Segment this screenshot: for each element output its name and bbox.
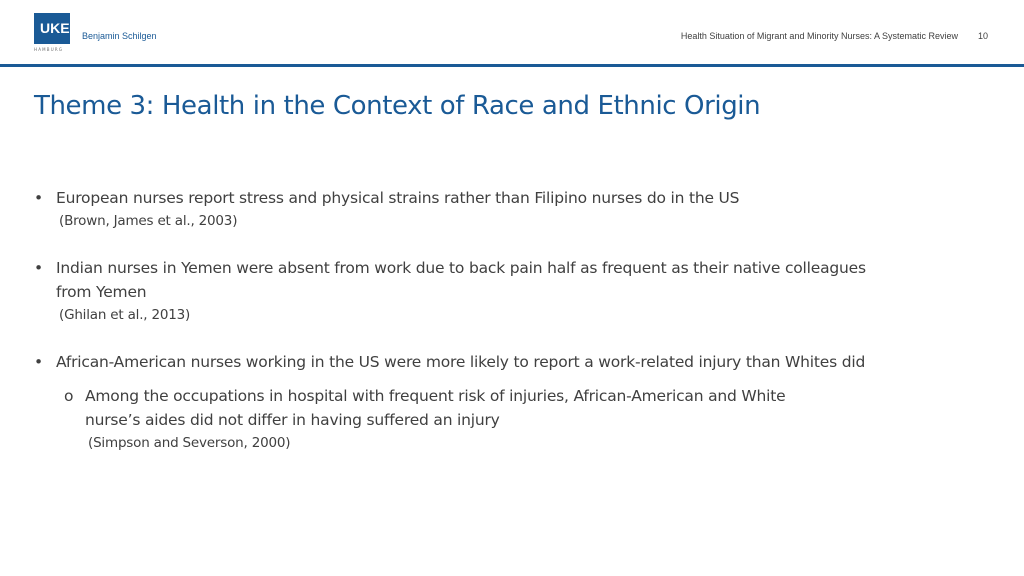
bullet-item (34, 186, 994, 232)
logo-subtext: HAMBURG (34, 47, 64, 52)
bullet-text: European nurses report stress and physical strains rather than Filipino nurses do in the US (56, 189, 740, 207)
page-number: 10 (977, 31, 988, 41)
citation: (Simpson and Severson, 2000) (88, 435, 291, 451)
bullet-marker: • (34, 259, 43, 277)
slide-body (34, 186, 994, 454)
citation: (Brown, James et al., 2003) (59, 213, 238, 229)
sub-bullet-marker: o (64, 387, 74, 405)
bullet-item (34, 256, 994, 326)
bullet-marker: • (34, 353, 43, 371)
header-divider (0, 64, 1024, 67)
logo-box: UKE (34, 13, 70, 44)
bullet-text: from Yemen (56, 283, 147, 301)
sub-bullet-text: Among the occupations in hospital with frequent risk of injuries, African-American and White (85, 387, 786, 405)
slide-title: Theme 3: Health in the Context of Race and Ethnic Origin (34, 91, 761, 121)
sub-bullet-text: nurse’s aides did not differ in having suffered an injury (85, 411, 500, 429)
citation: (Ghilan et al., 2013) (59, 307, 191, 323)
bullet-text: Indian nurses in Yemen were absent from work due to back pain half as frequent as their native colleagues (56, 259, 866, 277)
bullet-text: African-American nurses working in the US were more likely to report a work-related injury than Whites did (56, 353, 866, 371)
presentation-title: Health Situation of Migrant and Minority Nurses: A Systematic Review (680, 31, 958, 41)
bullet-marker: • (34, 189, 43, 207)
uke-logo (34, 13, 70, 53)
author-name: Benjamin Schilgen (82, 31, 157, 41)
sub-bullet-item (34, 384, 994, 454)
bullet-item (34, 350, 994, 374)
